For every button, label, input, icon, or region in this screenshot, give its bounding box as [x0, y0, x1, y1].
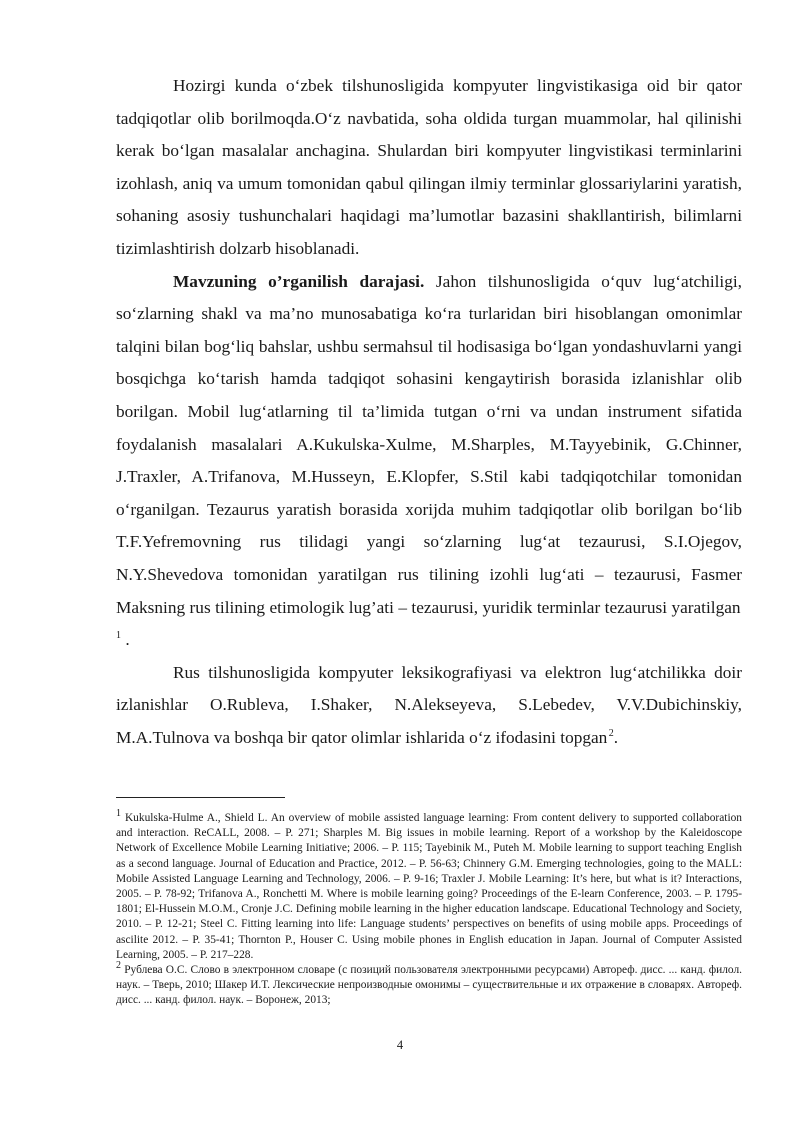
paragraph-3-end: .	[613, 727, 619, 747]
main-text	[116, 70, 742, 754]
paragraph-1	[116, 70, 742, 266]
footnote-1-mark: 1	[116, 808, 121, 820]
footnote-separator	[116, 797, 285, 798]
paragraph-2-text: Jahon tilshunosligida o‘quv lug‘atchiligi, so‘zlarning shakl va ma’no munosabatiga ko‘ra turlaridan biri hisoblangan omonimlar talqini bilan bog‘liq bahslar, ushbu sermahsul til hodisasiga bo‘lgan yondashuvlarni yangi bosqichga ko‘tarish hamda tadqiqot sohasini kengaytirish borasida izlanishlar olib borilgan. Mobil lug‘atlarning til ta’limida tutgan o‘rni va undan instrument sifatida foydalanish masalalari A.Kukulska-Xulme, M.Sharples, M.Tayyebinik, G.Chinner, J.Traxler, A.Trifanova, M.Husseyn, E.Klopfer, S.Stil kabi tadqiqotchilar tomonidan o‘rganilgan. Tezaurus yaratish borasida xorijda muhim tadqiqotlar olib borilgan bo‘lib T.F.Yefremovning rus tilidagi yangi so‘zlarning lug‘at tezaurusi, S.I.Ojegov, N.Y.Shevedova tomonidan yaratilgan rus tilining izohli lug‘ati – tezaurusi, Fasmer Maksning rus tilining etimologik lug’ati – tezaurusi, yuridik terminlar tezaurusi yaratilgan	[116, 271, 742, 617]
paragraph-3-text: Rus tilshunosligida kompyuter leksikografiyasi va elektron lug‘atchilikka doir izlanishlar O.Rubleva, I.Shaker, N.Alekseyeva, S.Lebedev, V.V.Dubichinskiy, M.A.Tulnova va boshqa bir qator olimlar ishlarida o‘z ifodasini topgan	[116, 662, 742, 747]
section-heading: Mavzuning o’rganilish darajasi.	[173, 271, 425, 291]
page-number: 4	[396, 1038, 404, 1052]
footnote-1	[116, 808, 742, 963]
footnote-2	[116, 960, 742, 1009]
paragraph-2-end: .	[121, 630, 130, 650]
paragraph-1-text: Hozirgi kunda o‘zbek tilshunosligida kompyuter lingvistikasiga oid bir qator tadqiqotlar olib borilmoqda.O‘z navbatida, soha oldida turgan muammolar, hal qilinishi kerak bo‘lgan masalalar anchagina. Shulardan biri kompyuter lingvistikasi terminlarini izohlash, aniq va umum tomonidan qabul qilingan ilmiy terminlar glossariylarini yaratish, sohaning asosiy tushunchalari haqidagi ma’lumotlar bazasini shakllantirish, bilimlarni tizimlashtirish dolzarb hisoblanadi.	[116, 76, 742, 258]
footnote-1-text: Kukulska-Hulme A., Shield L. An overview of mobile assisted language learning: From content delivery to supported collaboration and interaction. ReCALL, 2008. – P. 271; Sharples M. Big issues in mobile learning. Report of a workshop by the Kaleidoscope Network of Excellence Mobile Learning Initiative; 2006. – P. 115; Tayebinik M., Puteh M. Mobile learning to support teaching English as a second language. Journal of Education and Practice, 2012. – P. 56-63; Chinnery G.M. Emerging technologies, going to the MALL: Mobile Assisted Language Learning and Technology, 2006. – P. 9-16; Traxler J. Mobile Learning: It’s here, but what is it? Interactions, 2005. – P. 78-92; Trifanova A., Ronchetti M. Where is mobile learning going? Proceedings of the E-learn Conference, 2003. – P. 1795-1801; El-Hussein M.O.M., Cronje J.C. Defining mobile learning in the higher education landscape. Educational Technology and Society, 2010. – P. 12-21; Steel C. Fitting learning into life: Language students’ perspectives on benefits of using mobile apps. Proceedings of ascilite 2012. – P. 35-41; Thornton P., Houser C. Using mobile phones in English education in Japan. Journal of Computer Assisted Learning, 2005. – P. 217–228.	[116, 812, 742, 961]
footnote-ref-2[interactable]: 2	[608, 728, 614, 740]
footnotes	[116, 808, 742, 1009]
paragraph-3	[116, 657, 742, 755]
paragraph-2	[116, 266, 742, 657]
footnote-2-text: Рублева О.С. Слово в электронном словаре (с позиций пользователя электронными ресурсами) Автореф. дисс. ... канд. филол. наук. – Тверь, 2010; Шакер И.Т. Лексические непроизводные омонимы – существительные и их отражение в словарях. Автореф. дисс. ... канд. филол. наук. – Воронеж, 2013;	[116, 964, 742, 1007]
footnote-ref-1[interactable]: 1	[116, 630, 121, 642]
footnote-2-mark: 2	[116, 960, 121, 972]
